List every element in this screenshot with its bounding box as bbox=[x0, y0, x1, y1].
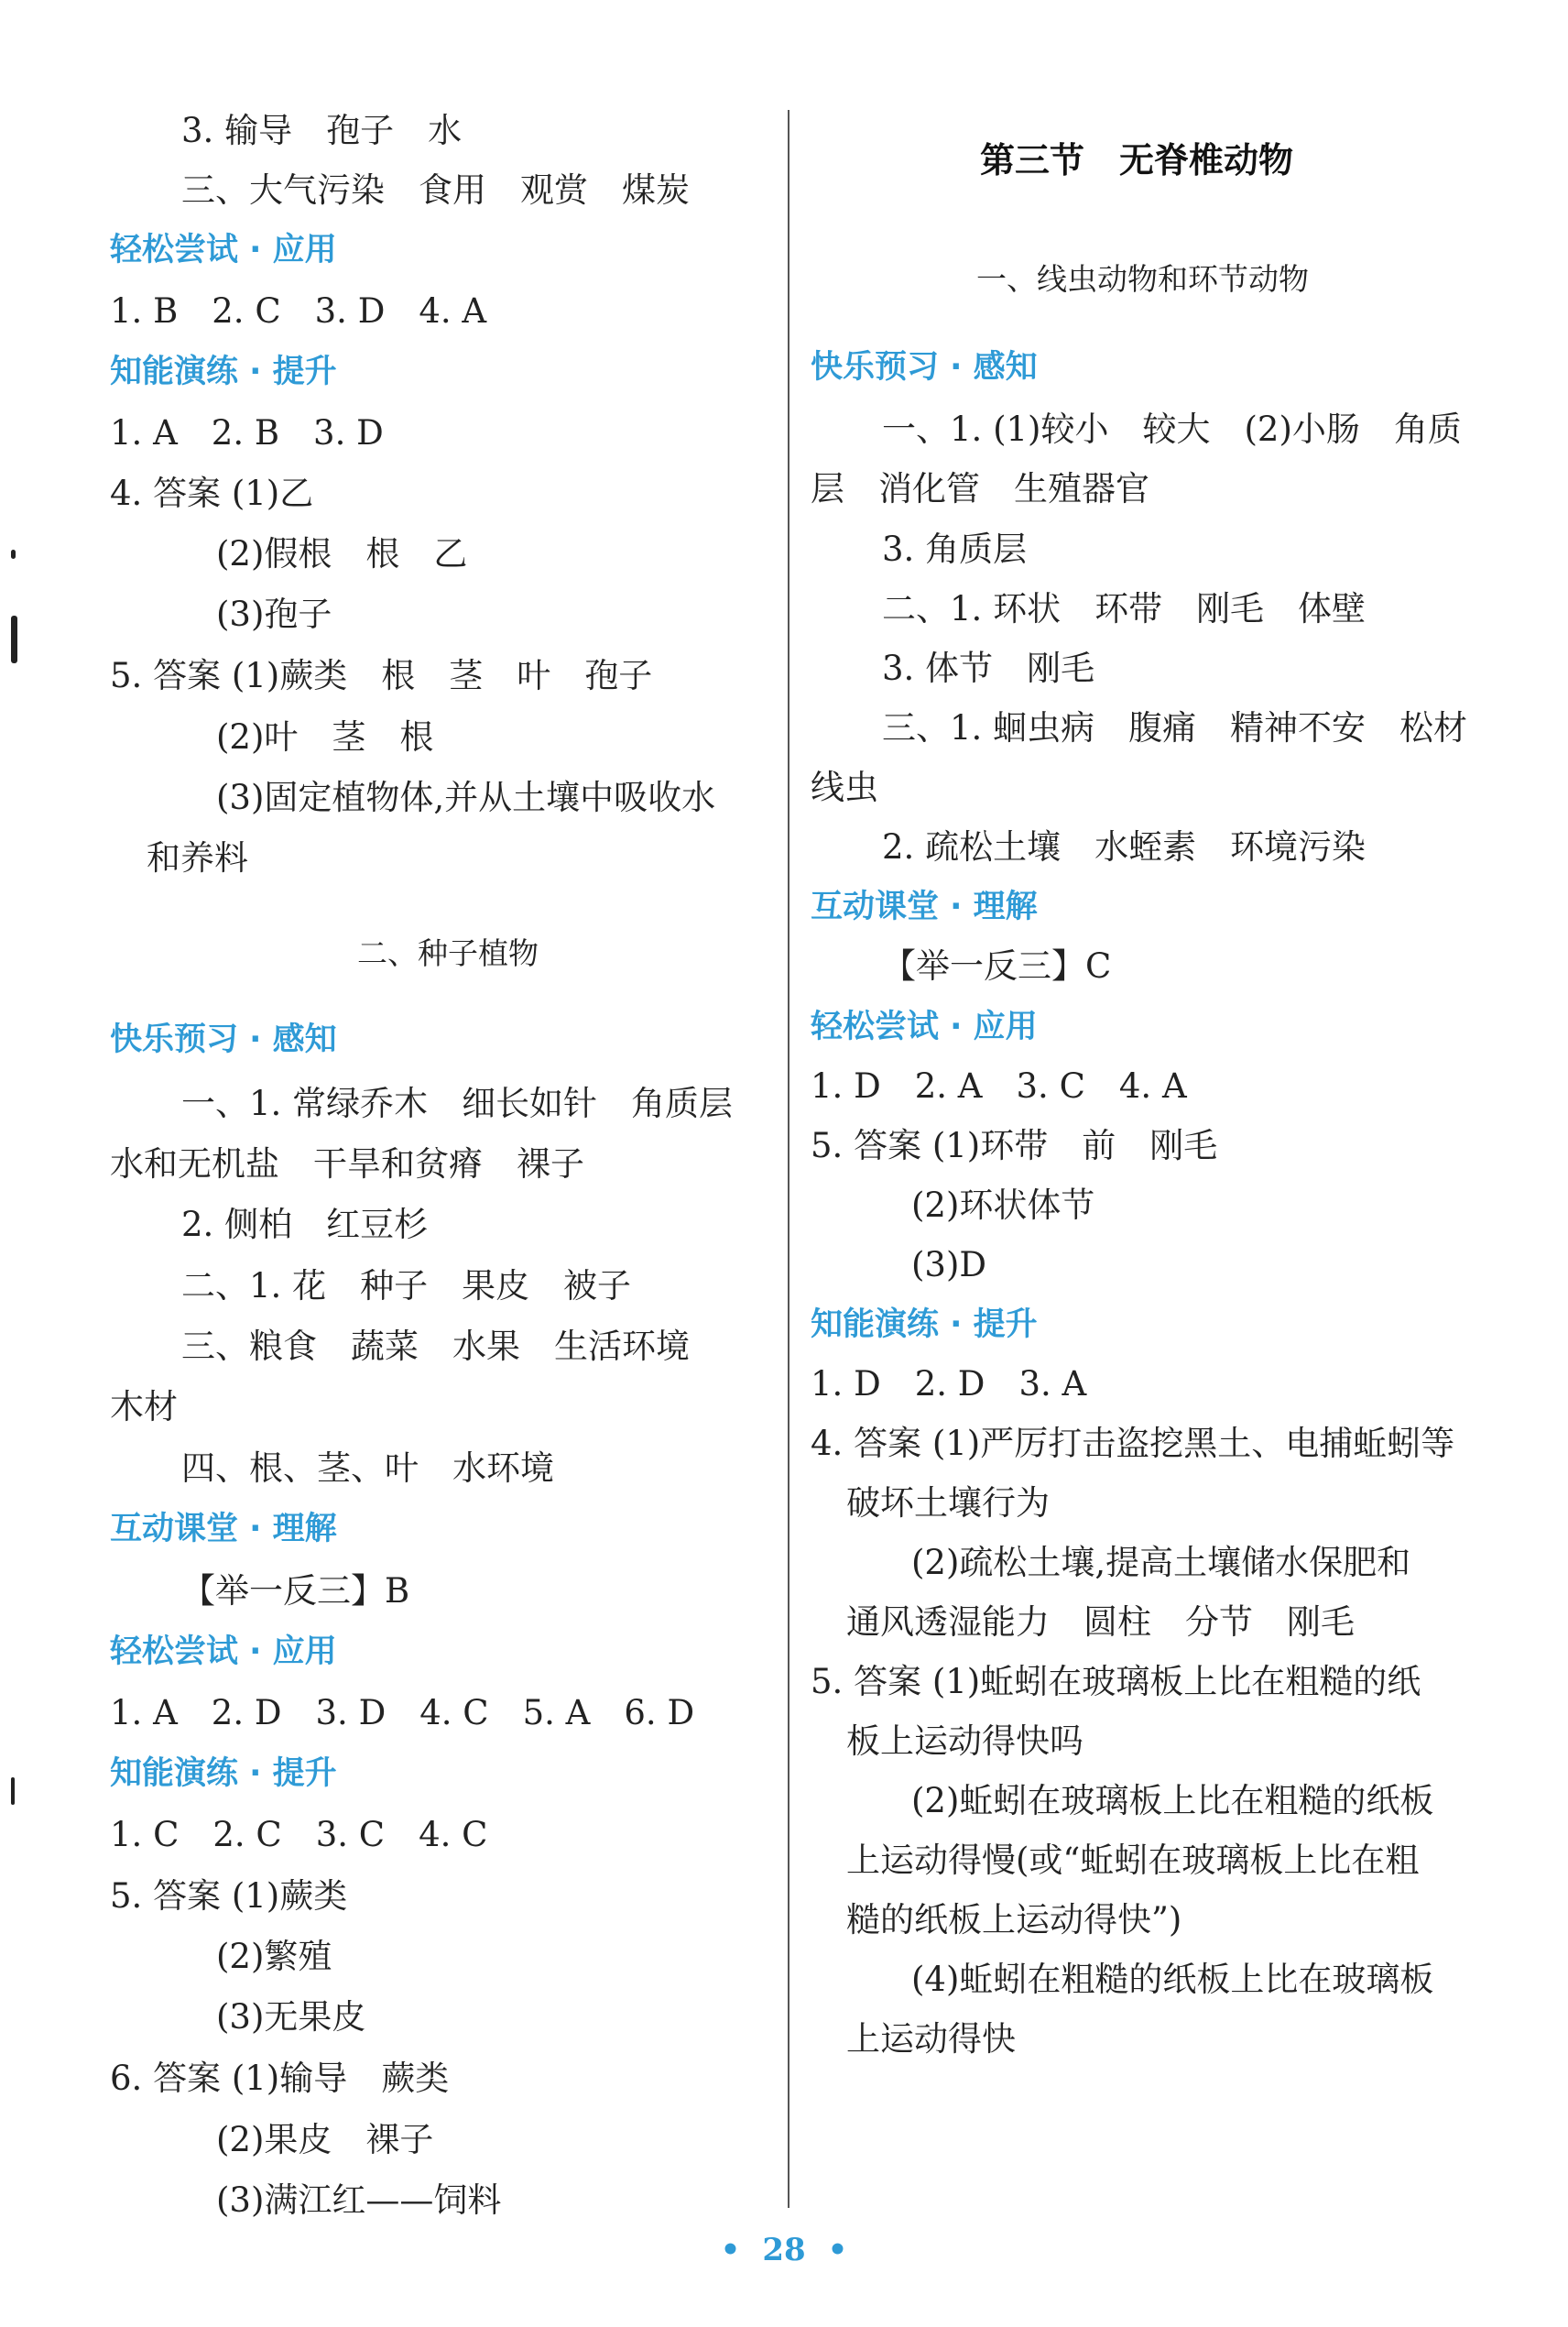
answer-line: 木材 bbox=[110, 1387, 178, 1426]
answer-line: 一、1. 常绿乔木 细长如针 角质层 bbox=[181, 1084, 734, 1123]
answer-line: (3)固定植物体,并从土壤中吸收水 bbox=[216, 778, 716, 817]
answer-line: 层 消化管 生殖器官 bbox=[811, 469, 1149, 508]
section-heading: 快乐预习 · 感知 bbox=[811, 349, 1038, 386]
answer-line: (2)叶 茎 根 bbox=[216, 717, 434, 757]
footer-dot: • bbox=[720, 2232, 741, 2268]
section-heading: 轻松尝试 · 应用 bbox=[110, 1633, 337, 1670]
section-heading: 轻松尝试 · 应用 bbox=[110, 232, 337, 268]
text-line: 三、大气污染 食用 观赏 煤炭 bbox=[181, 170, 690, 210]
page-number: 28 bbox=[762, 2232, 806, 2268]
answer-line: 和养料 bbox=[147, 838, 248, 878]
answer-line: 上运动得慢(或“蚯蚓在玻璃板上比在粗 bbox=[846, 1841, 1420, 1880]
answer-line: 3. 角质层 bbox=[882, 530, 1028, 569]
answer-line: 水和无机盐 干旱和贫瘠 裸子 bbox=[110, 1144, 584, 1184]
section-heading: 轻松尝试 · 应用 bbox=[811, 1009, 1038, 1045]
answer-line: 糙的纸板上运动得快”) bbox=[846, 1900, 1182, 1939]
answer-line: 四、根、茎、叶 水环境 bbox=[181, 1448, 554, 1488]
answer-line: 2. 疏松土壤 水蛭素 环境污染 bbox=[882, 827, 1367, 867]
answer-line: 5. 答案 (1)蚯蚓在玻璃板上比在粗糙的纸 bbox=[811, 1662, 1421, 1701]
answer-line: 1. D 2. D 3. A bbox=[811, 1364, 1087, 1404]
answer-line: 1. B 2. C 3. D 4. A bbox=[110, 291, 487, 331]
answer-line: 4. 答案 (1)严厉打击盗挖黑土、电捕蚯蚓等 bbox=[811, 1424, 1455, 1463]
subsection-title: 一、线虫动物和环节动物 bbox=[976, 261, 1309, 297]
answer-line: 5. 答案 (1)蕨类 根 茎 叶 孢子 bbox=[110, 656, 653, 695]
answer-line: (2)假根 根 乙 bbox=[216, 534, 468, 574]
answer-line: 三、粮食 蔬菜 水果 生活环境 bbox=[181, 1327, 690, 1366]
answer-line: 线虫 bbox=[811, 768, 878, 807]
text-line: 3. 输导 孢子 水 bbox=[181, 111, 463, 150]
answer-line: (4)蚯蚓在粗糙的纸板上比在玻璃板 bbox=[911, 1960, 1434, 1999]
section-heading: 快乐预习 · 感知 bbox=[110, 1021, 337, 1058]
scan-mark bbox=[11, 1777, 15, 1805]
answer-line: 二、1. 花 种子 果皮 被子 bbox=[181, 1266, 632, 1306]
answer-line: 板上运动得快吗 bbox=[846, 1721, 1083, 1761]
answer-line: 一、1. (1)较小 较大 (2)小肠 角质 bbox=[882, 410, 1462, 449]
answer-line: 【举一反三】C bbox=[882, 946, 1112, 986]
answer-line: 1. C 2. C 3. C 4. C bbox=[110, 1815, 488, 1854]
answer-line: 4. 答案 (1)乙 bbox=[110, 474, 314, 513]
answer-line: (3)孢子 bbox=[216, 595, 332, 634]
answer-line: 上运动得快 bbox=[846, 2019, 1016, 2059]
answer-line: 5. 答案 (1)蕨类 bbox=[110, 1876, 348, 1916]
answer-line: 二、1. 环状 环带 刚毛 体壁 bbox=[882, 589, 1367, 628]
section-heading: 知能演练 · 提升 bbox=[110, 1755, 337, 1792]
answer-line: (2)繁殖 bbox=[216, 1937, 332, 1976]
section-heading: 知能演练 · 提升 bbox=[110, 354, 337, 390]
answer-line: 1. A 2. B 3. D bbox=[110, 413, 384, 453]
column-divider bbox=[788, 110, 789, 2208]
page-footer bbox=[0, 2232, 1568, 2268]
section-title: 第三节 无脊椎动物 bbox=[980, 140, 1294, 180]
answer-line: (2)蚯蚓在玻璃板上比在粗糙的纸板 bbox=[911, 1781, 1434, 1820]
answer-line: 破坏土壤行为 bbox=[846, 1483, 1050, 1523]
answer-line: 1. D 2. A 3. C 4. A bbox=[811, 1066, 1187, 1106]
scan-mark bbox=[11, 616, 17, 663]
answer-line: 5. 答案 (1)环带 前 刚毛 bbox=[811, 1126, 1218, 1165]
answer-line: 1. A 2. D 3. D 4. C 5. A 6. D bbox=[110, 1693, 695, 1732]
answer-line: 2. 侧柏 红豆杉 bbox=[181, 1205, 429, 1244]
scan-mark bbox=[11, 550, 16, 559]
answer-line: 通风透湿能力 圆柱 分节 刚毛 bbox=[846, 1602, 1355, 1642]
answer-line: 【举一反三】B bbox=[181, 1571, 410, 1611]
section-heading: 互动课堂 · 理解 bbox=[811, 889, 1038, 925]
answer-line: (2)环状体节 bbox=[911, 1185, 1095, 1225]
subsection-title: 二、种子植物 bbox=[357, 935, 539, 971]
answer-line: 三、1. 蛔虫病 腹痛 精神不安 松材 bbox=[882, 708, 1468, 748]
answer-line: 6. 答案 (1)输导 蕨类 bbox=[110, 2059, 450, 2098]
section-heading: 知能演练 · 提升 bbox=[811, 1306, 1038, 1343]
answer-line: (2)疏松土壤,提高土壤储水保肥和 bbox=[911, 1543, 1411, 1582]
answer-line: 3. 体节 刚毛 bbox=[882, 649, 1095, 688]
section-heading: 互动课堂 · 理解 bbox=[110, 1511, 337, 1547]
answer-line: (3)满江红——饲料 bbox=[216, 2180, 502, 2220]
answer-line: (3)无果皮 bbox=[216, 1997, 366, 2037]
answer-line: (3)D bbox=[911, 1245, 987, 1284]
footer-dot: • bbox=[827, 2232, 848, 2268]
answer-line: (2)果皮 裸子 bbox=[216, 2120, 434, 2159]
